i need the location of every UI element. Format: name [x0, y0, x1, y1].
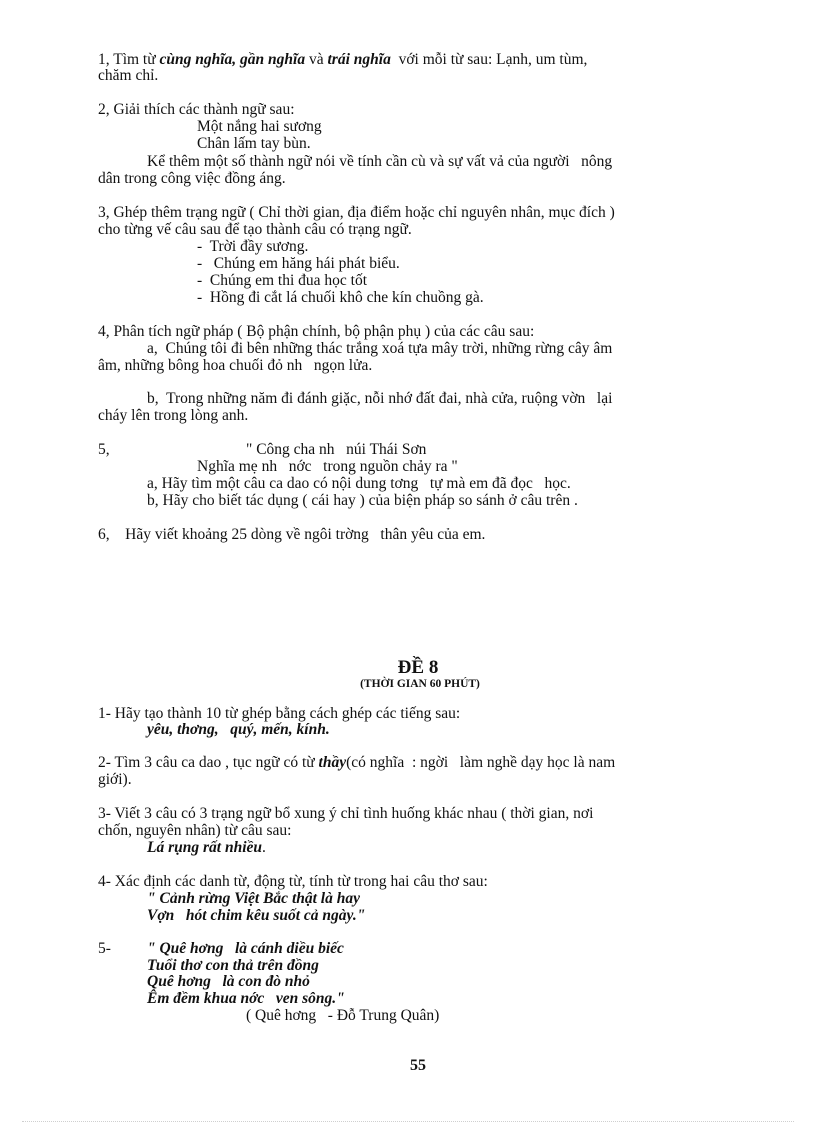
q1-text-pre: 1, Tìm từ — [98, 51, 160, 68]
q4-a-line1: a, Chúng tôi đi bên những thác trắng xoá tựa mây trời, những rừng cây âm — [147, 340, 613, 357]
d3-heading-line2: chốn, nguyên nhân) từ câu sau: — [98, 822, 292, 839]
q4-heading: 4, Phân tích ngữ pháp ( Bộ phận chính, bộ phận phụ ) của các câu sau: — [98, 323, 535, 340]
d4-verse-line2: Vợn hót chim kêu suốt cả ngày." — [147, 907, 366, 924]
d2-text-pre: 2- Tìm 3 câu ca dao , tục ngữ có từ — [98, 754, 319, 771]
d3-sentence: Lá rụng rất nhiều — [147, 839, 263, 856]
d1-heading: 1- Hãy tạo thành 10 từ ghép bằng cách ghép các tiếng sau: — [98, 705, 461, 722]
d1-words: yêu, thơng, quý, mến, kính. — [147, 721, 330, 738]
d5-source: ( Quê hơng - Đỗ Trung Quân) — [246, 1007, 440, 1024]
q4-b-line1: b, Trong những năm đi đánh giặc, nỗi nhớ đất đai, nhà cửa, ruộng vờn lại — [147, 390, 613, 407]
section-title: ĐỀ 8 — [397, 657, 439, 678]
d5-verse-line2: Tuổi thơ con thả trên đồng — [147, 957, 319, 974]
d5-verse-line4: Êm đềm khua nớc ven sông." — [147, 990, 345, 1007]
d5-verse-line1: " Quê hơng là cánh diều biếc — [147, 940, 344, 957]
q3-item: - Chúng em hăng hái phát biểu. — [197, 255, 400, 272]
q1-text-post: với mỗi từ sau: Lạnh, um tùm, — [390, 51, 588, 68]
q3-heading-line2: cho từng vế câu sau để tạo thành câu có trạng ngữ. — [98, 221, 412, 238]
q5-part-a: a, Hãy tìm một câu ca dao có nội dung tơng tự mà em đã đọc học. — [147, 475, 571, 492]
q1-line1 — [98, 51, 587, 68]
q2-extra-line1: Kể thêm một số thành ngữ nói về tính cần cù và sự vất vả của người nông — [147, 153, 613, 170]
d5-number: 5- — [98, 940, 111, 957]
q3-item: - Hồng đi cắt lá chuối khô che kín chuồng gà. — [197, 289, 484, 306]
q1-text-mid: và — [305, 51, 328, 68]
q5-part-b: b, Hãy cho biết tác dụng ( cái hay ) của biện pháp so sánh ở câu trên . — [147, 492, 578, 509]
d4-verse-line1: " Cảnh rừng Việt Bắc thật là hay — [147, 890, 360, 907]
section-subtitle: (THỜI GIAN 60 PHÚT) — [360, 678, 480, 690]
page-bottom-divider — [22, 1121, 794, 1122]
d3-sentence-line — [147, 839, 266, 856]
d4-heading: 4- Xác định các danh từ, động từ, tính từ trong hai câu thơ sau: — [98, 873, 488, 890]
d2-text-post: (có nghĩa : ngời làm nghề dạy học là nam — [346, 754, 616, 771]
q4-a-line2: âm, những bông hoa chuối đỏ nh ngọn lửa. — [98, 357, 373, 374]
q3-item: - Trời đầy sương. — [197, 238, 309, 255]
d2-line2: giới). — [98, 771, 132, 788]
q2-idiom-1: Một nắng hai sương — [197, 118, 322, 135]
page-number: 55 — [410, 1057, 426, 1074]
d2-line1 — [98, 754, 615, 771]
q2-idiom-2: Chân lấm tay bùn. — [197, 135, 311, 152]
q2-extra-line2: dân trong công việc đồng áng. — [98, 170, 286, 187]
q5-verse-line2: Nghĩa mẹ nh nớc trong nguồn chảy ra " — [197, 458, 458, 475]
q3-item: - Chúng em thi đua học tốt — [197, 272, 368, 289]
q1-line2: chăm chỉ. — [98, 67, 159, 84]
q2-heading: 2, Giải thích các thành ngữ sau: — [98, 101, 295, 118]
d3-sentence-period: . — [262, 839, 266, 856]
q3-heading-line1: 3, Ghép thêm trạng ngữ ( Chỉ thời gian, địa điểm hoặc chỉ nguyên nhân, mục đích ) — [98, 204, 615, 221]
d3-heading-line1: 3- Viết 3 câu có 3 trạng ngữ bổ xung ý chỉ tình huống khác nhau ( thời gian, nơi — [98, 805, 594, 822]
q5-number: 5, — [98, 441, 110, 458]
q1-emphasis-synonyms: cùng nghĩa, gần nghĩa — [159, 51, 306, 68]
q4-b-line2: cháy lên trong lòng anh. — [98, 407, 249, 424]
d2-emphasis-word: thầy — [318, 754, 347, 771]
d5-verse-line3: Quê hơng là con đò nhỏ — [147, 973, 310, 990]
q1-emphasis-antonyms: trái nghĩa — [327, 51, 391, 68]
q5-verse-line1: " Công cha nh núi Thái Sơn — [246, 441, 427, 458]
q6-text: 6, Hãy viết khoảng 25 dòng về ngôi trờng thân yêu của em. — [98, 526, 486, 543]
